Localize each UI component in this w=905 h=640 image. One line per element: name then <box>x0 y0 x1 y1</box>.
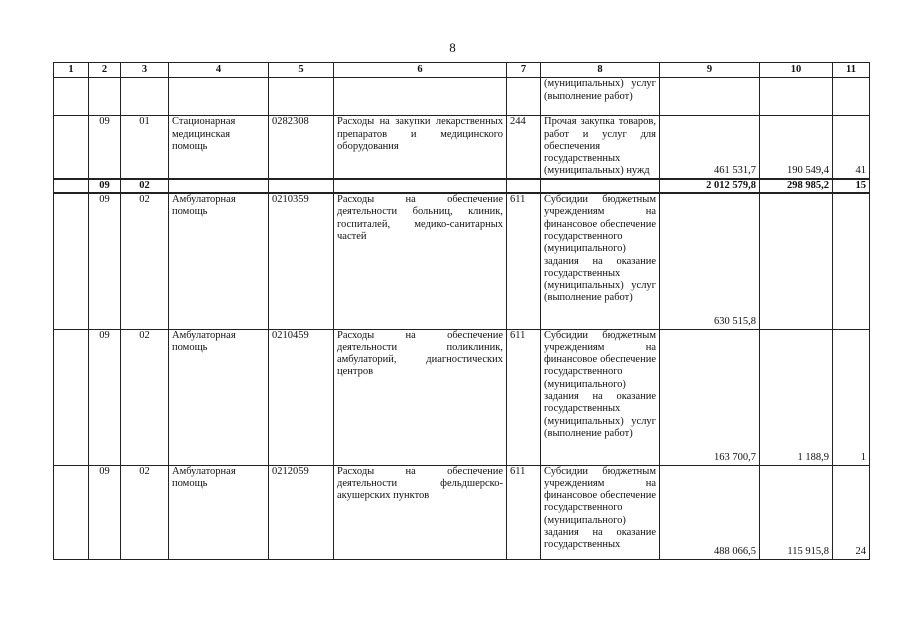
header-col-1: 1 <box>54 63 89 78</box>
table-row <box>54 329 870 465</box>
cell-assistance-type: Амбулаторная помощь <box>169 465 269 559</box>
cell-expense-description: Расходы на закупки лекарственных препаратов и медицинского оборудования <box>334 116 507 179</box>
cell-col9 <box>660 78 760 116</box>
cell-target-code: 0282308 <box>269 116 334 179</box>
table-row <box>54 465 870 559</box>
header-col-3: 3 <box>121 63 169 78</box>
cell-amount-2: 190 549,4 <box>760 116 833 179</box>
header-col-9: 9 <box>660 63 760 78</box>
cell-col8 <box>541 179 660 193</box>
header-col-2: 2 <box>89 63 121 78</box>
cell-col1 <box>54 78 89 116</box>
cell-subsection: 02 <box>121 465 169 559</box>
table-row-inpatient <box>54 116 870 179</box>
cell-amount-2: 115 915,8 <box>760 465 833 559</box>
cell-col1 <box>54 329 89 465</box>
cell-amount-2 <box>760 193 833 329</box>
cell-section: 09 <box>89 116 121 179</box>
cell-expense-description: Расходы на обеспечение деятельности больниц, клиник, госпиталей, медико-санитарных частей <box>334 193 507 329</box>
cell-assistance-type: Амбулаторная помощь <box>169 329 269 465</box>
cell-col6 <box>334 78 507 116</box>
header-col-5: 5 <box>269 63 334 78</box>
cell-col3 <box>121 78 169 116</box>
cell-target-code: 0210359 <box>269 193 334 329</box>
cell-col7 <box>507 78 541 116</box>
cell-col1 <box>54 179 89 193</box>
cell-col4 <box>169 78 269 116</box>
cell-target-code: 0212059 <box>269 465 334 559</box>
cell-amount: 2 012 579,8 <box>660 179 760 193</box>
cell-expense-type: Субсидии бюджетным учреждениям на финансовое обеспечение государственного (муниципального) задания на оказание государственных (муниципальных) услуг (выполнение работ) <box>541 329 660 465</box>
cell-assistance-type: Стационарная медицинская помощь <box>169 116 269 179</box>
cell-subsection: 02 <box>121 193 169 329</box>
header-col-6: 6 <box>334 63 507 78</box>
cell-col1 <box>54 116 89 179</box>
cell-col6 <box>334 179 507 193</box>
cell-section: 09 <box>89 329 121 465</box>
header-col-11: 11 <box>833 63 870 78</box>
cell-col2 <box>89 78 121 116</box>
cell-percent <box>833 193 870 329</box>
cell-expense-description: Расходы на обеспечение деятельности поликлиник, амбулаторий, диагностических центров <box>334 329 507 465</box>
header-row <box>54 63 870 78</box>
cell-col5 <box>269 78 334 116</box>
cell-subsection: 02 <box>121 179 169 193</box>
header-col-10: 10 <box>760 63 833 78</box>
cell-col1 <box>54 465 89 559</box>
cell-amount: 488 066,5 <box>660 465 760 559</box>
header-col-7: 7 <box>507 63 541 78</box>
cell-section: 09 <box>89 179 121 193</box>
cell-amount: 630 515,8 <box>660 193 760 329</box>
table-row <box>54 193 870 329</box>
header-col-4: 4 <box>169 63 269 78</box>
cell-percent: 15 <box>833 179 870 193</box>
cell-col4 <box>169 179 269 193</box>
cell-amount-2: 298 985,2 <box>760 179 833 193</box>
cell-amount: 461 531,7 <box>660 116 760 179</box>
cell-expense-description: Расходы на обеспечение деятельности фельдшерско-акушерских пунктов <box>334 465 507 559</box>
cell-expense-type: Прочая закупка товаров, работ и услуг для обеспечения государственных (муниципальных) нужд <box>541 116 660 179</box>
table-row-continued <box>54 78 870 116</box>
cell-col5 <box>269 179 334 193</box>
page-number: 8 <box>449 40 456 55</box>
table-row-subtotal <box>54 179 870 193</box>
cell-subsection: 02 <box>121 329 169 465</box>
cell-target-code: 0210459 <box>269 329 334 465</box>
cell-percent: 1 <box>833 329 870 465</box>
cell-percent: 41 <box>833 116 870 179</box>
cell-section: 09 <box>89 465 121 559</box>
cell-expense-type: (муниципальных) услуг (выполнение работ) <box>541 78 660 116</box>
cell-expense-type: Субсидии бюджетным учреждениям на финансовое обеспечение государственного (муниципального) задания на оказание государственных (муниципальных) услуг (выполнение работ) <box>541 193 660 329</box>
cell-expense-code: 244 <box>507 116 541 179</box>
header-col-8: 8 <box>541 63 660 78</box>
cell-col10 <box>760 78 833 116</box>
cell-col11 <box>833 78 870 116</box>
budget-table <box>53 62 870 560</box>
cell-section: 09 <box>89 193 121 329</box>
cell-assistance-type: Амбулаторная помощь <box>169 193 269 329</box>
cell-amount-2: 1 188,9 <box>760 329 833 465</box>
cell-col1 <box>54 193 89 329</box>
cell-col7 <box>507 179 541 193</box>
cell-expense-code: 611 <box>507 193 541 329</box>
cell-percent: 24 <box>833 465 870 559</box>
cell-subsection: 01 <box>121 116 169 179</box>
cell-expense-type: Субсидии бюджетным учреждениям на финансовое обеспечение государственного (муниципального) задания на оказание государственных <box>541 465 660 559</box>
cell-expense-code: 611 <box>507 329 541 465</box>
cell-expense-code: 611 <box>507 465 541 559</box>
cell-amount: 163 700,7 <box>660 329 760 465</box>
